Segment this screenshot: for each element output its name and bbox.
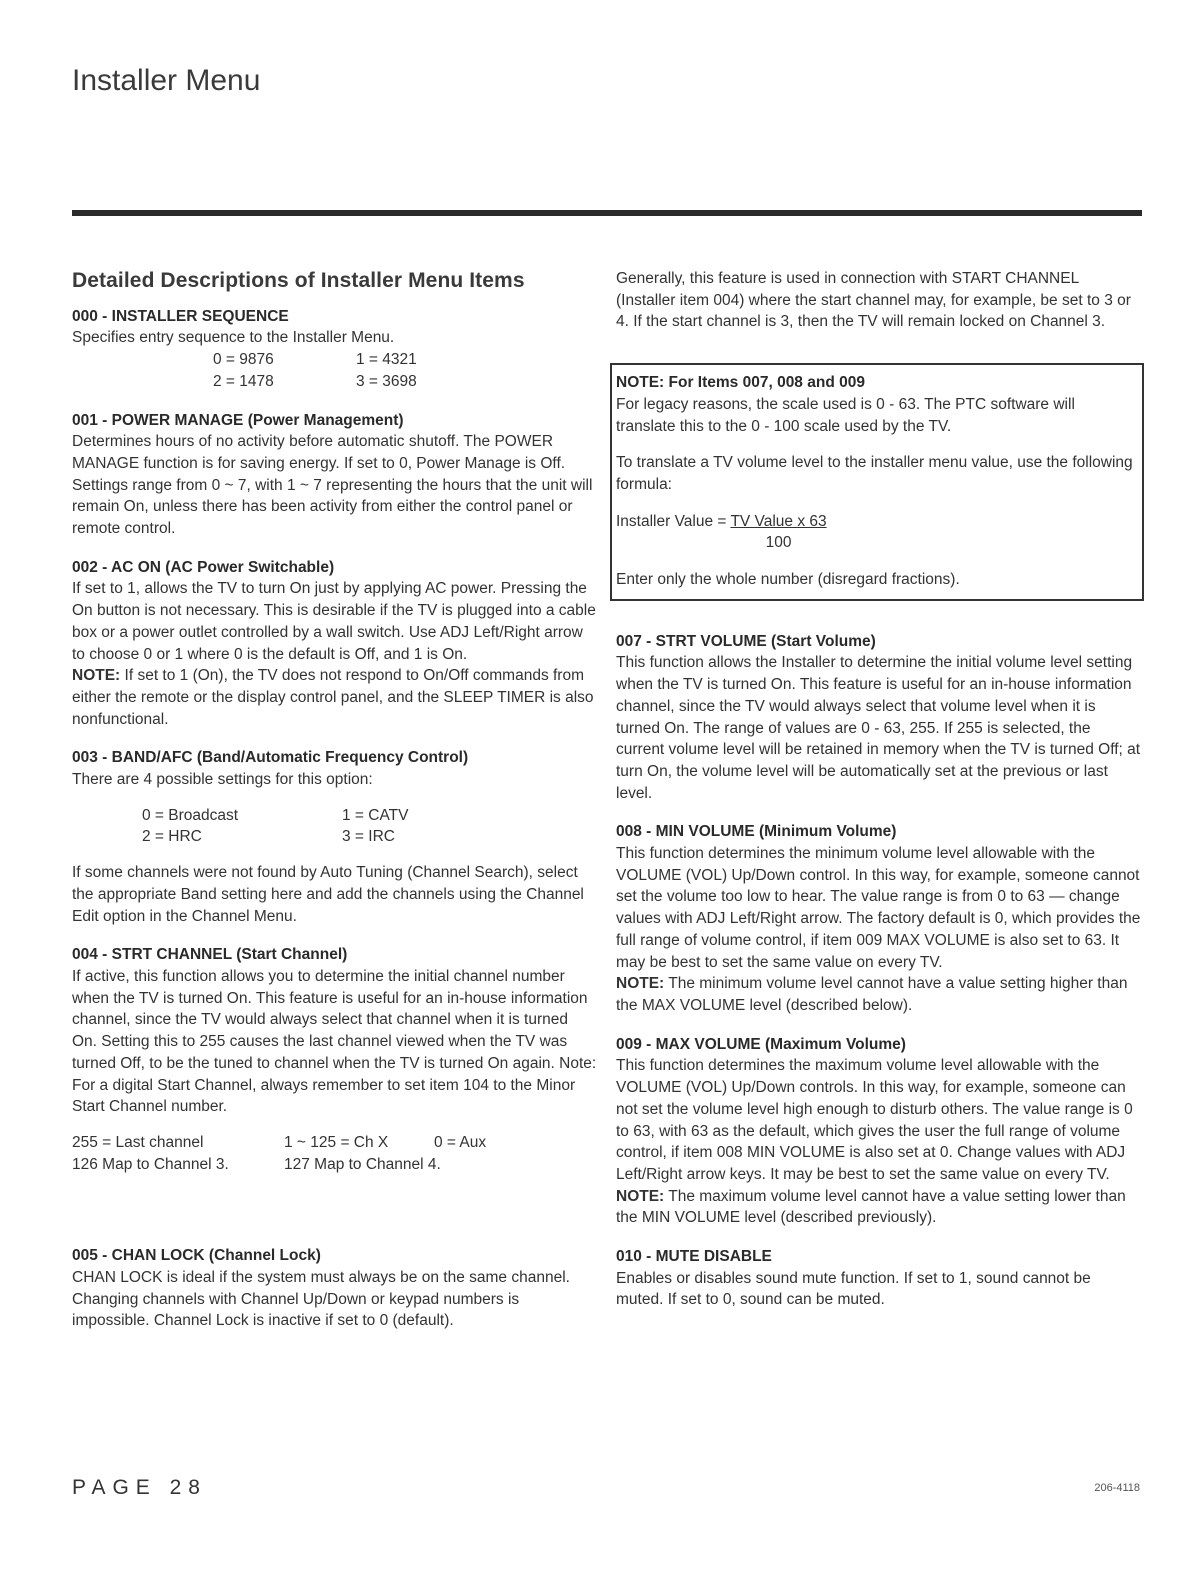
item-007 — [616, 631, 1142, 805]
item-heading: 009 - MAX VOLUME (Maximum Volume) — [616, 1035, 906, 1053]
header-divider — [72, 210, 1142, 216]
item-heading: 002 - AC ON (AC Power Switchable) — [72, 558, 335, 576]
item-000 — [72, 306, 597, 393]
formula-numerator: TV Value x 63 — [730, 512, 827, 530]
item-heading: 000 - INSTALLER SEQUENCE — [72, 307, 289, 325]
channel-map-table — [72, 1132, 486, 1175]
note-box-text: To translate a TV volume level to the installer menu value, use the following formula: — [616, 454, 1133, 493]
item-003 — [72, 747, 597, 927]
item-text-2: If some channels were not found by Auto Tuning (Channel Search), select the appropriate Band setting here and add the channels using the Channel Edit option in the Channel Menu. — [72, 864, 584, 925]
table-cell: 0 = Aux — [434, 1133, 487, 1151]
sequence-table — [213, 349, 417, 392]
formula — [616, 511, 1134, 554]
left-column — [72, 268, 597, 1349]
item-001 — [72, 410, 597, 540]
formula-label: Installer Value = — [616, 512, 727, 530]
note-label: NOTE: — [72, 667, 121, 685]
note-text: The minimum volume level cannot have a value setting higher than the MAX VOLUME level (described below). — [616, 975, 1128, 1014]
item-text: CHAN LOCK is ideal if the system must always be on the same channel. Changing channels with Channel Up/Down or keypad numbers is impossible. Channel Lock is inactive if set to 0 (default). — [72, 1269, 570, 1330]
item-text: If active, this function allows you to determine the initial channel number when the TV is turned On. This feature is useful for an in-house information channel, since the TV would always select that channel when it is turned On. Setting this to 255 causes the last channel viewed when the TV was turned Off, to be the tuned to channel when the TV is turned On again. Note: For a digital Start Channel, always remember to set item 104 to the Minor Start Channel number. — [72, 967, 597, 1116]
table-cell: 126 Map to Channel 3. — [72, 1155, 229, 1173]
page-number: PAGE 28 — [72, 1476, 207, 1499]
band-table — [142, 805, 408, 848]
formula-denominator: 100 — [765, 534, 792, 552]
item-text: This function determines the minimum volume level allowable with the VOLUME (VOL) Up/Down control. In this way, for example, someone cannot set the volume too low to hear. The value range is from 0 to 63 — change values with ADJ Left/Right arrow. The factory default is 0, which provides the full range of volume control, if item 009 MAX VOLUME is also set to 63. It may be best to set the same value on every TV. — [616, 845, 1141, 971]
item-009 — [616, 1034, 1142, 1229]
table-cell: 3 = IRC — [342, 828, 395, 846]
table-row — [142, 826, 408, 848]
table-cell: 1 = CATV — [342, 806, 409, 824]
note-box-text: For legacy reasons, the scale used is 0 - 63. The PTC software will translate this to the 0 - 100 scale used by the TV. — [616, 395, 1075, 435]
item-text: Enables or disables sound mute function. If set to 1, sound cannot be muted. If set to 0, sound can be muted. — [616, 1269, 1091, 1309]
volume-note-box — [610, 363, 1144, 601]
formula-fraction — [730, 511, 826, 554]
item-text: There are 4 possible settings for this option: — [72, 771, 373, 789]
table-cell: 1 ~ 125 = Ch X — [284, 1133, 389, 1151]
item-008 — [616, 821, 1142, 1016]
item-heading: 007 - STRT VOLUME (Start Volume) — [616, 632, 876, 650]
item-text: Determines hours of no activity before automatic shutoff. The POWER MANAGE function is for saving energy. If set to 0, Power Manage is Off. Settings range from 0 ~ 7, with 1 ~ 7 representing the hours that the unit will remain On, unless there has been activity from either the control panel or remote control. — [72, 433, 593, 538]
item-heading: 003 - BAND/AFC (Band/Automatic Frequency Control) — [72, 749, 469, 767]
table-cell: 255 = Last channel — [72, 1133, 204, 1151]
item-010 — [616, 1246, 1142, 1311]
item-note — [616, 1186, 1142, 1229]
note-text: If set to 1 (On), the TV does not respond to On/Off commands from either the remote or the display control panel, and the SLEEP TIMER is also nonfunctional. — [72, 667, 594, 728]
table-cell: 2 = 1478 — [213, 372, 274, 390]
item-heading: 005 - CHAN LOCK (Channel Lock) — [72, 1247, 321, 1265]
item-heading: 008 - MIN VOLUME (Minimum Volume) — [616, 823, 897, 841]
item-text: This function determines the maximum volume level allowable with the VOLUME (VOL) Up/Down controls. In this way, for example, someone can not set the volume level high enough to disturb others. The value range is 0 to 63, with 63 as the default, which gives the user the full range of volume control, if item 008 MIN VOLUME is also set at 0. Change values with ADJ Left/Right arrow keys. It may be best to set the same value on every TV. — [616, 1057, 1133, 1183]
table-cell: 127 Map to Channel 4. — [284, 1155, 441, 1173]
item-heading: 010 - MUTE DISABLE — [616, 1248, 772, 1266]
item-text: This function allows the Installer to determine the initial volume level setting when the TV is turned On. This feature is useful for an in-house information channel, since the TV would always select that volume level when it is turned On. The range of values are 0 - 63, 255. If 255 is selected, the current volume level will be retained in memory when the TV is turned Off; at turn On, the volume level will be automatically set at the previous or last level. — [616, 654, 1141, 802]
table-row — [213, 371, 417, 393]
item-004 — [72, 944, 597, 1175]
item-text: Specifies entry sequence to the Installer Menu. — [72, 329, 395, 347]
table-cell: 2 = HRC — [142, 828, 202, 846]
note-box-heading: NOTE: For Items 007, 008 and 009 — [616, 374, 865, 392]
document-code: 206-4118 — [1094, 1482, 1140, 1494]
table-cell: 3 = 3698 — [356, 372, 417, 390]
item-heading: 004 - STRT CHANNEL (Start Channel) — [72, 946, 348, 964]
item-005-continued: Generally, this feature is used in connection with START CHANNEL (Installer item 004) where the start channel may, for example, be set to 3 or 4. If the start channel is 3, then the TV will remain locked on Channel 3. — [616, 270, 1131, 331]
item-002 — [72, 557, 597, 731]
table-cell: 0 = 9876 — [213, 351, 274, 369]
table-row — [142, 805, 408, 827]
table-row — [72, 1154, 486, 1176]
note-box-text: Enter only the whole number (disregard fractions). — [616, 571, 960, 589]
item-heading: 001 - POWER MANAGE (Power Management) — [72, 411, 404, 429]
table-cell: 1 = 4321 — [356, 351, 417, 369]
page-header-title: Installer Menu — [72, 64, 261, 97]
section-title: Detailed Descriptions of Installer Menu Items — [72, 269, 525, 292]
note-label: NOTE: — [616, 1187, 665, 1205]
note-text: The maximum volume level cannot have a value setting lower than the MIN VOLUME level (described previously). — [616, 1187, 1126, 1227]
table-cell: 0 = Broadcast — [142, 806, 239, 824]
item-note — [72, 665, 597, 730]
item-note — [616, 973, 1142, 1016]
item-text: If set to 1, allows the TV to turn On just by applying AC power. Pressing the On button is not necessary. This is desirable if the TV is plugged into a cable box or a power outlet controlled by a wall switch. Use ADJ Left/Right arrow to choose 0 or 1 where 0 is the default is Off, and 1 is On. — [72, 580, 596, 663]
item-005 — [72, 1245, 597, 1332]
table-row — [72, 1132, 486, 1154]
table-row — [213, 349, 417, 371]
note-label: NOTE: — [616, 975, 665, 993]
right-column — [616, 268, 1142, 1328]
